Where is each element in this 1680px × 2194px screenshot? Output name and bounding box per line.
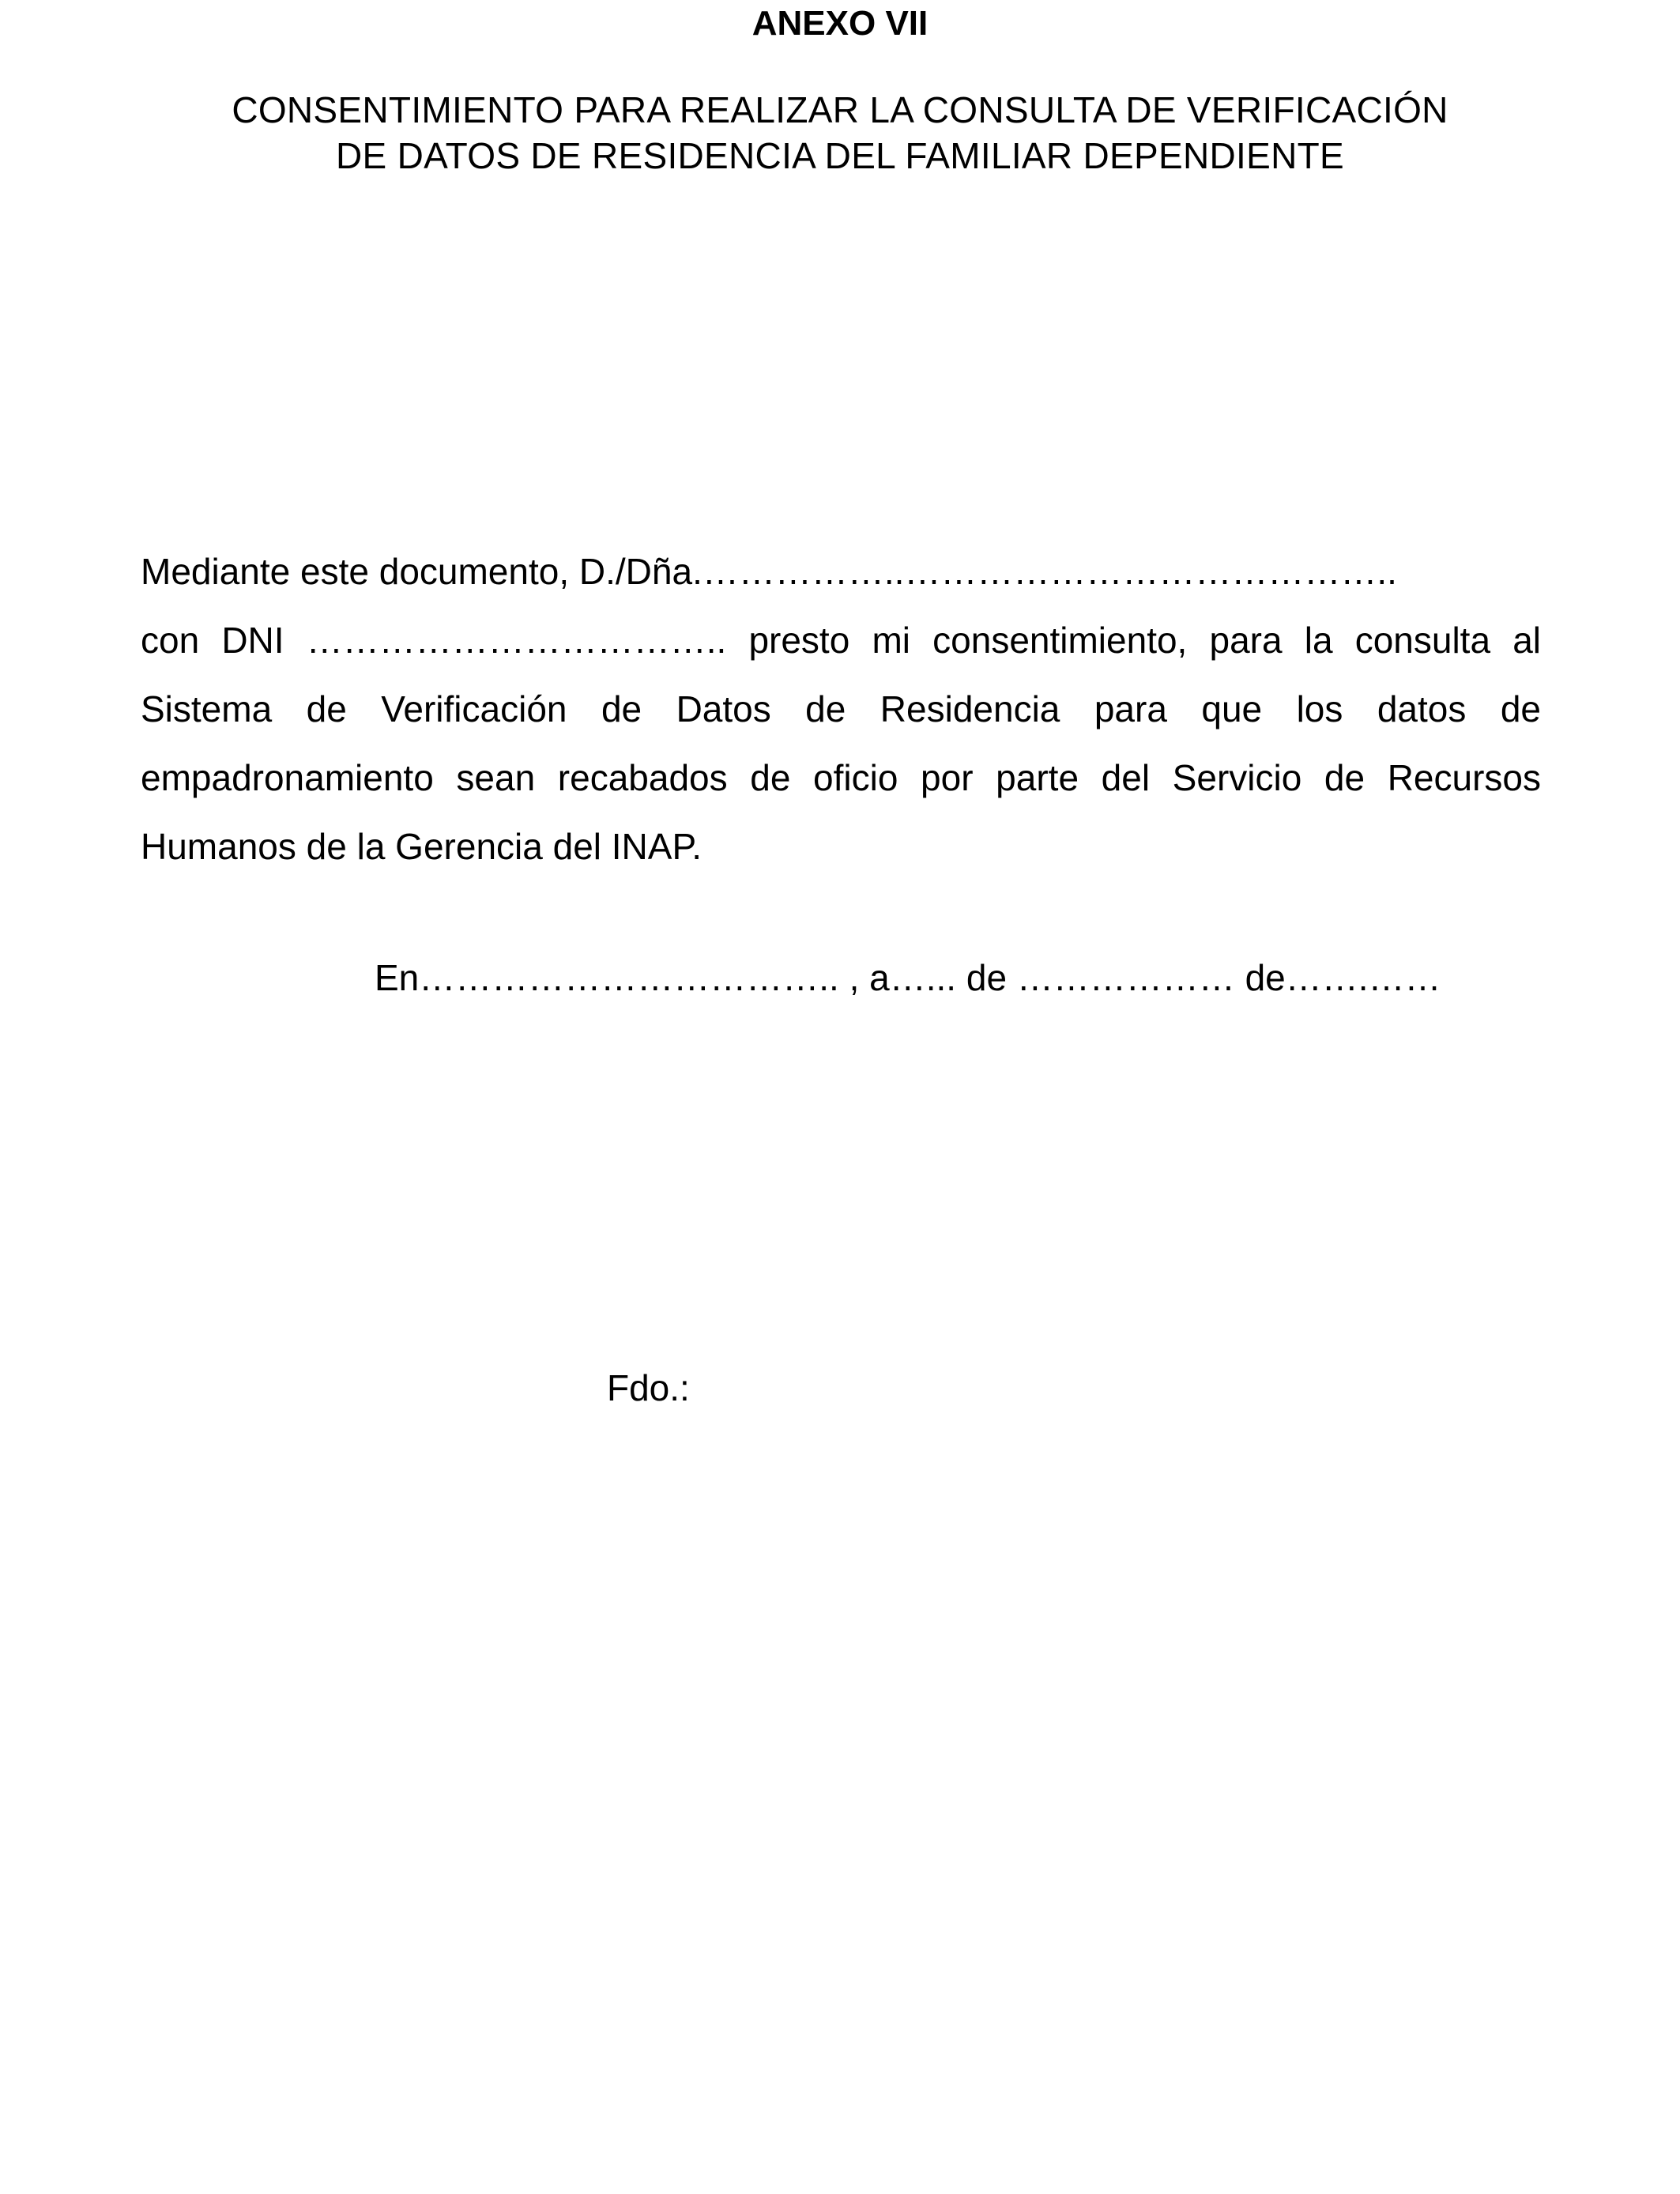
place-date-line: En…………………………….. , a…... de ……………… de…….…… — [375, 957, 1441, 998]
heading-line-2: DE DATOS DE RESIDENCIA DEL FAMILIAR DEPENDIENTE — [336, 135, 1344, 176]
signature-label: Fdo.: — [607, 1367, 690, 1408]
heading-line-1: CONSENTIMIENTO PARA REALIZAR LA CONSULTA DE VERIFICACIÓN — [232, 89, 1448, 130]
consent-name-line: Mediante este documento, D./Dña.……………..………………………………….. — [141, 551, 1397, 592]
consent-paragraph — [141, 537, 1541, 881]
consent-body-text: con DNI …………………………….. presto mi consentimiento, para la consulta al Sistema de Verificación de Datos de Residencia para que los datos de empadronamiento sean recabados de oficio por parte del Servicio de Recursos Humanos de la Gerencia del INAP. — [141, 620, 1541, 867]
annex-title: ANEXO VII — [751, 4, 929, 43]
document-heading — [0, 87, 1680, 179]
